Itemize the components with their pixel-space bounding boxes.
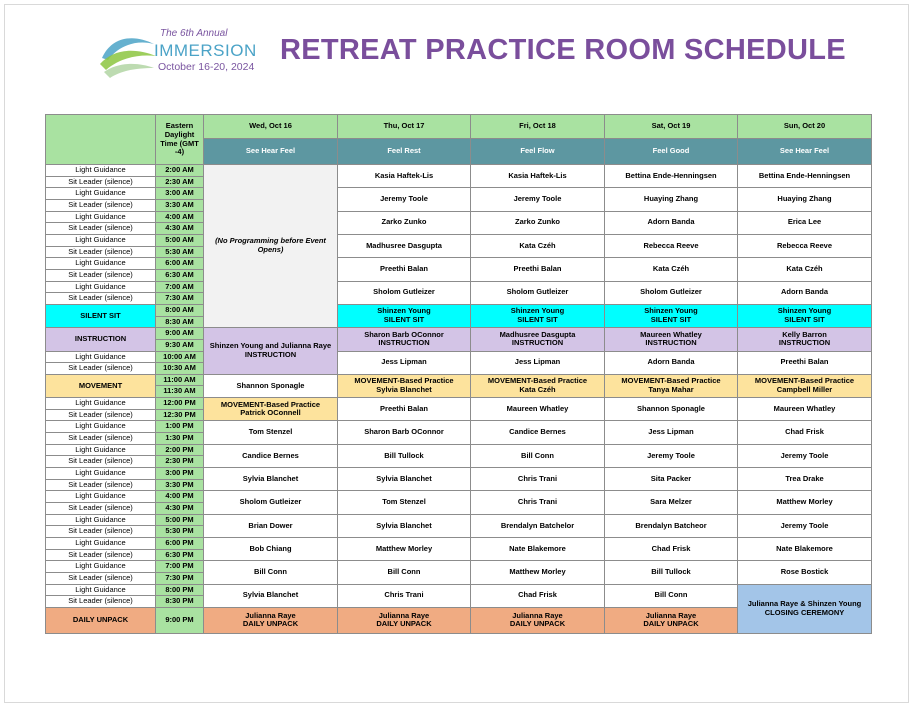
sun-afternoon-session: Trea Drake — [738, 468, 872, 491]
activity-label: Light Guidance — [46, 165, 156, 177]
cell-line: Shinzen Young — [510, 306, 565, 316]
sun-afternoon-session: Jeremy Toole — [738, 514, 872, 537]
thu-afternoon-session: Sharon Barb OConnor — [338, 421, 471, 444]
activity-label: Light Guidance — [46, 188, 156, 200]
activity-label: Light Guidance — [46, 398, 156, 410]
fri-afternoon-session: Matthew Morley — [471, 561, 605, 584]
activity-label: Sit Leader (silence) — [46, 363, 156, 375]
schedule-table — [45, 114, 872, 634]
cell-line: Sylvia Blanchet — [376, 384, 432, 394]
cell-line: INSTRUCTION — [244, 350, 297, 359]
activity-label: Sit Leader (silence) — [46, 549, 156, 561]
time-slot: 10:30 AM — [156, 363, 204, 375]
activity-label: Sit Leader (silence) — [46, 246, 156, 258]
time-slot: 5:30 PM — [156, 526, 204, 538]
sat-afternoon-session: Chad Frisk — [605, 538, 738, 561]
fri-afternoon-session: Candice Bernes — [471, 421, 605, 444]
cell-line: Patrick OConnell — [240, 408, 301, 418]
time-slot: 6:30 PM — [156, 549, 204, 561]
activity-label: Light Guidance — [46, 584, 156, 596]
time-slot: 7:30 AM — [156, 293, 204, 305]
activity-label: Light Guidance — [46, 211, 156, 223]
wave-logo-icon — [98, 30, 158, 80]
header-corner — [46, 115, 156, 165]
wed-movement: Shannon Sponagle — [204, 374, 338, 397]
sun-morning-session: Adorn Banda — [738, 281, 872, 304]
theme-header: Feel Rest — [338, 139, 471, 165]
thu-afternoon-session: Bill Conn — [338, 561, 471, 584]
time-slot: 8:00 AM — [156, 304, 204, 316]
sat-morning-session: Bettina Ende-Henningsen — [605, 165, 738, 188]
wed-instruction — [204, 328, 338, 375]
sat-movement-practice — [605, 374, 738, 397]
theme-header: See Hear Feel — [204, 139, 338, 165]
activity-label: Sit Leader (silence) — [46, 176, 156, 188]
sat-morning-session: Sholom Gutleizer — [605, 281, 738, 304]
thu-silent-sit — [338, 304, 471, 327]
wed-session: Sylvia Blanchet — [204, 468, 338, 491]
activity-label: Light Guidance — [46, 468, 156, 480]
sun-morning-session: Erica Lee — [738, 211, 872, 234]
fri-afternoon-session: Chris Trani — [471, 468, 605, 491]
cell-line: DAILY UNPACK — [643, 619, 699, 629]
cell-line: Kelly Barron — [782, 329, 827, 339]
time-slot: 7:00 PM — [156, 561, 204, 573]
time-slot: 9:00 AM — [156, 328, 204, 340]
sat-afternoon-session: Bill Tullock — [605, 561, 738, 584]
wed-daily-unpack — [204, 607, 338, 633]
theme-header: Feel Flow — [471, 139, 605, 165]
activity-label: Light Guidance — [46, 234, 156, 246]
fri-afternoon-session: Maureen Whatley — [471, 398, 605, 421]
sat-afternoon-session: Sita Packer — [605, 468, 738, 491]
time-slot: 6:30 AM — [156, 269, 204, 281]
activity-label: Sit Leader (silence) — [46, 269, 156, 281]
cell-line: MOVEMENT-Based Practice — [354, 376, 454, 386]
day-header: Thu, Oct 17 — [338, 115, 471, 139]
cell-line: INSTRUCTION — [645, 338, 697, 348]
activity-label: Sit Leader (silence) — [46, 409, 156, 421]
thu-morning-session: Jeremy Toole — [338, 188, 471, 211]
time-slot: 1:30 PM — [156, 433, 204, 445]
time-slot: 7:30 PM — [156, 572, 204, 584]
thu-morning-session: Sholom Gutleizer — [338, 281, 471, 304]
wed-session: Brian Dower — [204, 514, 338, 537]
time-slot: 4:30 PM — [156, 503, 204, 515]
logo-dates: October 16-20, 2024 — [158, 61, 255, 73]
time-slot: 7:00 AM — [156, 281, 204, 293]
sat-afternoon-session: Brendalyn Batcheor — [605, 514, 738, 537]
fri-morning-session: Jeremy Toole — [471, 188, 605, 211]
sun-morning-session: Kata Czéh — [738, 258, 872, 281]
sat-afternoon-session: Jeremy Toole — [605, 444, 738, 467]
wed-session: Tom Stenzel — [204, 421, 338, 444]
activity-label: Light Guidance — [46, 444, 156, 456]
fri-daily-unpack — [471, 607, 605, 633]
sat-morning-session: Rebecca Reeve — [605, 234, 738, 257]
activity-label: Sit Leader (silence) — [46, 526, 156, 538]
time-slot: 5:30 AM — [156, 246, 204, 258]
day-header: Sat, Oct 19 — [605, 115, 738, 139]
sun-afternoon-session: Jeremy Toole — [738, 444, 872, 467]
time-slot: 5:00 PM — [156, 514, 204, 526]
cell-line: Shinzen Young — [644, 306, 698, 316]
activity-label: Sit Leader (silence) — [46, 596, 156, 608]
time-slot: 2:00 PM — [156, 444, 204, 456]
cell-line: Madhusree Dasgupta — [499, 329, 576, 339]
thu-morning-session: Preethi Balan — [338, 258, 471, 281]
time-slot: 2:30 PM — [156, 456, 204, 468]
cell-line: SILENT SIT — [517, 315, 558, 325]
sat-instruction — [605, 328, 738, 351]
activity-label: Sit Leader (silence) — [46, 199, 156, 211]
sun-silent-sit — [738, 304, 872, 327]
thu-morning-session: Madhusree Dasgupta — [338, 234, 471, 257]
sun-morning-session: Huaying Zhang — [738, 188, 872, 211]
thu-movement-practice — [338, 374, 471, 397]
cell-line: Julianna Raye — [645, 610, 697, 620]
time-slot: 8:30 PM — [156, 596, 204, 608]
cell-line: MOVEMENT-Based Practice — [621, 376, 721, 386]
cell-line: INSTRUCTION — [778, 338, 831, 348]
day-header: Sun, Oct 20 — [738, 115, 872, 139]
wed-session: Sholom Gutleizer — [204, 491, 338, 514]
time-slot: 3:00 AM — [156, 188, 204, 200]
cell-line: INSTRUCTION — [378, 338, 430, 348]
cell-line: CLOSING CEREMONY — [764, 607, 845, 617]
cell-line: Julianna Raye — [378, 610, 430, 620]
fri-morning-session: Kasia Haftek-Lis — [471, 165, 605, 188]
activity-label: Sit Leader (silence) — [46, 433, 156, 445]
activity-label: Sit Leader (silence) — [46, 293, 156, 305]
thu-midmorning-session: Jess Lipman — [338, 351, 471, 374]
sat-morning-session: Huaying Zhang — [605, 188, 738, 211]
cell-line: MOVEMENT-Based Practice — [754, 376, 855, 386]
fri-morning-session: Zarko Zunko — [471, 211, 605, 234]
sat-silent-sit — [605, 304, 738, 327]
cell-line: Tanya Mahar — [648, 384, 694, 394]
fri-morning-session: Sholom Gutleizer — [471, 281, 605, 304]
sun-afternoon-session: Rose Bostick — [738, 561, 872, 584]
fri-afternoon-session: Chris Trani — [471, 491, 605, 514]
thu-afternoon-session: Bill Tullock — [338, 444, 471, 467]
fri-afternoon-session: Bill Conn — [471, 444, 605, 467]
cell-line: Julianna Raye & Shinzen Young — [747, 599, 862, 609]
thu-morning-session: Kasia Haftek-Lis — [338, 165, 471, 188]
thu-afternoon-session: Sylvia Blanchet — [338, 514, 471, 537]
activity-label: Light Guidance — [46, 538, 156, 550]
wed-session: Candice Bernes — [204, 444, 338, 467]
day-header: Fri, Oct 18 — [471, 115, 605, 139]
activity-label: Light Guidance — [46, 561, 156, 573]
sun-instruction — [738, 328, 872, 351]
sun-morning-session: Bettina Ende-Henningsen — [738, 165, 872, 188]
cell-line: DAILY UNPACK — [376, 619, 432, 629]
time-slot: 4:00 PM — [156, 491, 204, 503]
cell-line: Shinzen Young — [377, 306, 431, 316]
sat-morning-session: Adorn Banda — [605, 211, 738, 234]
cell-line: Shinzen Young — [777, 306, 832, 316]
time-slot: 9:00 PM — [156, 607, 204, 633]
fri-instruction — [471, 328, 605, 351]
cell-line: Shinzen Young and Julianna Raye — [209, 341, 332, 351]
activity-label: Sit Leader (silence) — [46, 223, 156, 235]
sat-daily-unpack — [605, 607, 738, 633]
cell-line: MOVEMENT-Based Practice — [487, 376, 588, 386]
time-slot: 9:30 AM — [156, 339, 204, 351]
sat-afternoon-session: Sara Melzer — [605, 491, 738, 514]
day-header: Wed, Oct 16 — [204, 115, 338, 139]
cell-line: SILENT SIT — [784, 315, 825, 325]
time-slot: 10:00 AM — [156, 351, 204, 363]
activity-label: Light Guidance — [46, 281, 156, 293]
time-slot: 12:00 PM — [156, 398, 204, 410]
thu-afternoon-session: Matthew Morley — [338, 538, 471, 561]
theme-header: See Hear Feel — [738, 139, 872, 165]
activity-label: Sit Leader (silence) — [46, 572, 156, 584]
cell-line: SILENT SIT — [383, 315, 425, 325]
wed-movement-practice — [204, 398, 338, 421]
cell-line: DAILY UNPACK — [242, 619, 299, 629]
fri-morning-session: Preethi Balan — [471, 258, 605, 281]
cell-line: DAILY UNPACK — [509, 619, 566, 629]
activity-label: Light Guidance — [46, 258, 156, 270]
sun-movement-practice — [738, 374, 872, 397]
sat-midmorning-session: Adorn Banda — [605, 351, 738, 374]
time-slot: 8:00 PM — [156, 584, 204, 596]
time-slot: 4:30 AM — [156, 223, 204, 235]
sat-afternoon-session: Bill Conn — [605, 584, 738, 607]
time-slot: 8:30 AM — [156, 316, 204, 328]
time-slot: 11:30 AM — [156, 386, 204, 398]
cell-line: INSTRUCTION — [511, 338, 564, 348]
time-slot: 4:00 AM — [156, 211, 204, 223]
wed-session: Bob Chiang — [204, 538, 338, 561]
activity-instruction: INSTRUCTION — [46, 328, 156, 351]
cell-line: Kata Czéh — [519, 384, 556, 394]
theme-header: Feel Good — [605, 139, 738, 165]
sun-afternoon-session: Maureen Whatley — [738, 398, 872, 421]
sun-afternoon-session: Matthew Morley — [738, 491, 872, 514]
cell-line: Julianna Raye — [512, 610, 563, 620]
sun-midmorning-session: Preethi Balan — [738, 351, 872, 374]
time-slot: 6:00 AM — [156, 258, 204, 270]
cell-line: SILENT SIT — [650, 315, 692, 325]
time-slot: 12:30 PM — [156, 409, 204, 421]
sat-morning-session: Kata Czéh — [605, 258, 738, 281]
cell-line: MOVEMENT-Based Practice — [220, 399, 321, 409]
thu-afternoon-session: Preethi Balan — [338, 398, 471, 421]
sat-afternoon-session: Shannon Sponagle — [605, 398, 738, 421]
thu-afternoon-session: Chris Trani — [338, 584, 471, 607]
activity-label: Light Guidance — [46, 514, 156, 526]
immersion-logo — [98, 24, 263, 84]
fri-midmorning-session: Jess Lipman — [471, 351, 605, 374]
sat-afternoon-session: Jess Lipman — [605, 421, 738, 444]
thu-afternoon-session: Tom Stenzel — [338, 491, 471, 514]
time-slot: 5:00 AM — [156, 234, 204, 246]
activity-label: Sit Leader (silence) — [46, 456, 156, 468]
activity-label: Light Guidance — [46, 491, 156, 503]
time-slot: 6:00 PM — [156, 538, 204, 550]
activity-label: Light Guidance — [46, 421, 156, 433]
activity-label: Sit Leader (silence) — [46, 503, 156, 515]
cell-line: Maureen Whatley — [640, 329, 702, 339]
time-slot: 3:30 PM — [156, 479, 204, 491]
logo-subtitle: The 6th Annual — [160, 28, 228, 39]
wed-no-programming: (No Programming before Event Opens) — [204, 165, 338, 328]
time-slot: 1:00 PM — [156, 421, 204, 433]
thu-instruction — [338, 328, 471, 351]
fri-silent-sit — [471, 304, 605, 327]
wed-session: Bill Conn — [204, 561, 338, 584]
fri-morning-session: Kata Czéh — [471, 234, 605, 257]
sun-afternoon-session: Nate Blakemore — [738, 538, 872, 561]
activity-daily-unpack: DAILY UNPACK — [46, 607, 156, 633]
time-slot: 3:30 AM — [156, 199, 204, 211]
activity-silent-sit: SILENT SIT — [46, 304, 156, 327]
time-slot: 3:00 PM — [156, 468, 204, 480]
sun-closing-ceremony — [738, 584, 872, 633]
cell-line: Sharon Barb OConnor — [364, 329, 444, 339]
logo-wordmark: IMMERSION — [154, 41, 257, 60]
time-slot: 2:30 AM — [156, 176, 204, 188]
wed-session: Sylvia Blanchet — [204, 584, 338, 607]
cell-line: Campbell Miller — [776, 384, 833, 394]
sun-afternoon-session: Chad Frisk — [738, 421, 872, 444]
timezone-label: Eastern Daylight Time (GMT -4) — [156, 115, 204, 165]
time-slot: 11:00 AM — [156, 374, 204, 386]
cell-line: Julianna Raye — [245, 610, 296, 620]
sun-morning-session: Rebecca Reeve — [738, 234, 872, 257]
thu-afternoon-session: Sylvia Blanchet — [338, 468, 471, 491]
page-title: RETREAT PRACTICE ROOM SCHEDULE — [280, 34, 846, 66]
fri-afternoon-session: Chad Frisk — [471, 584, 605, 607]
thu-morning-session: Zarko Zunko — [338, 211, 471, 234]
fri-afternoon-session: Brendalyn Batchelor — [471, 514, 605, 537]
activity-label: Sit Leader (silence) — [46, 479, 156, 491]
time-slot: 2:00 AM — [156, 165, 204, 177]
activity-label: Light Guidance — [46, 351, 156, 363]
fri-movement-practice — [471, 374, 605, 397]
thu-daily-unpack — [338, 607, 471, 633]
fri-afternoon-session: Nate Blakemore — [471, 538, 605, 561]
activity-movement: MOVEMENT — [46, 374, 156, 397]
